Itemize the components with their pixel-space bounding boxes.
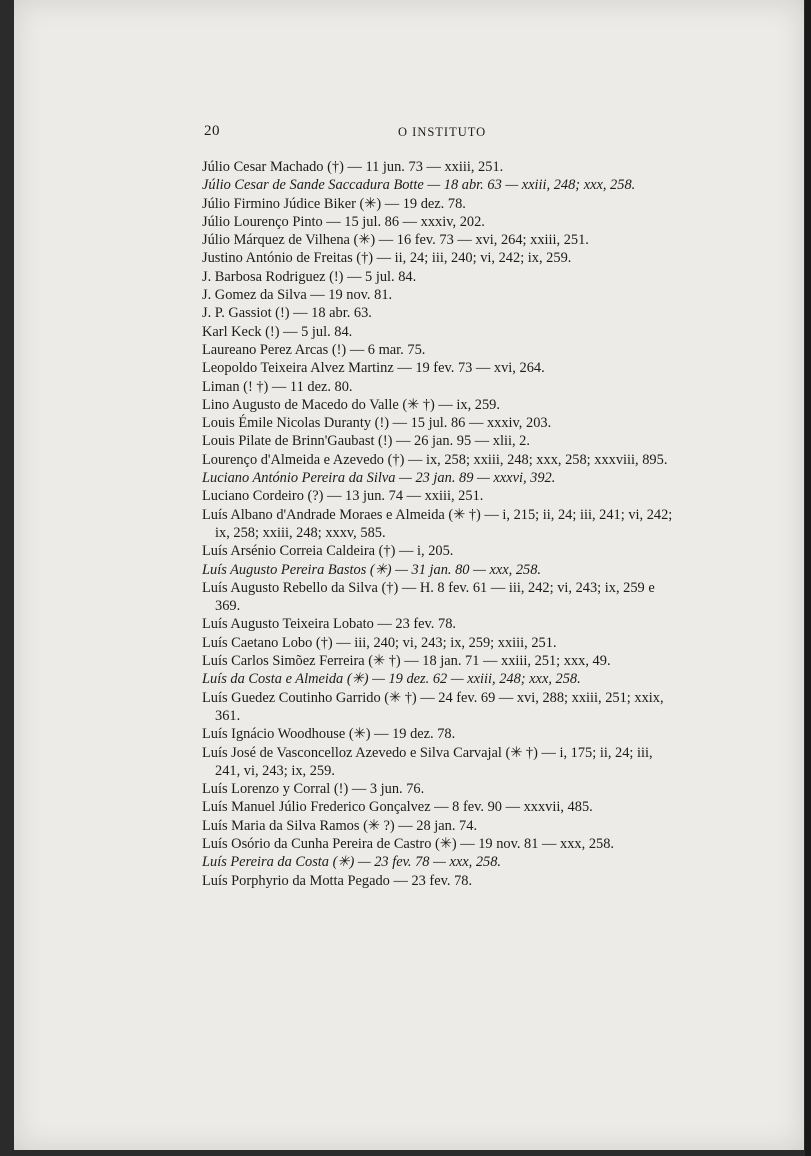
index-entry: J. Barbosa Rodriguez (!) — 5 jul. 84. (202, 268, 417, 285)
index-entry: Luís Pereira da Costa (✳) — 23 fev. 78 — xxx, 258. (202, 854, 502, 871)
index-entry: Júlio Lourenço Pinto — 15 jul. 86 — xxxiv, 202. (202, 213, 485, 230)
index-entry: Luís Maria da Silva Ramos (✳ ?) — 28 jan. 74. (202, 817, 478, 834)
page-number: 20 (204, 123, 220, 139)
index-entry: Lino Augusto de Macedo do Valle (✳ †) — ix, 259. (202, 396, 500, 413)
index-entry: Luciano António Pereira da Silva — 23 jan. 89 — xxxvi, 392. (202, 470, 556, 487)
index-entry: Luís Augusto Pereira Bastos (✳) — 31 jan. 80 — xxx, 258. (202, 561, 542, 578)
index-entry: Júlio Cesar de Sande Saccadura Botte — 18 abr. 63 — xxiii, 248; xxx, 258. (202, 177, 636, 194)
index-entry: Luís Ignácio Woodhouse (✳) — 19 dez. 78. (202, 726, 456, 743)
index-entry: Júlio Cesar Machado (†) — 11 jun. 73 — xxiii, 251. (202, 159, 504, 175)
book-spine-edge (805, 0, 811, 1156)
index-entry: Luís Osório da Cunha Pereira de Castro (✳) — 19 nov. 81 — xxx, 258. (202, 835, 615, 852)
index-entry: Karl Keck (!) — 5 jul. 84. (202, 323, 353, 340)
book-page (14, 0, 804, 1150)
index-entry: Luís Porphyrio da Motta Pegado — 23 fev. 78. (202, 872, 473, 889)
index-entry: Luís José de Vasconcelloz Azevedo e Silva Carvajal (✳ †) — i, 175; ii, 24; iii, 241, vi, 243; ix, 259. (202, 744, 653, 779)
index-entry: Justino António de Freitas (†) — ii, 24; iii, 240; vi, 242; ix, 259. (202, 250, 572, 267)
index-entry: Luís Augusto Teixeira Lobato — 23 fev. 78. (202, 616, 456, 633)
index-entry: Louis Émile Nicolas Duranty (!) — 15 jul. 86 — xxxiv, 203. (202, 415, 552, 432)
index-entry-list (202, 158, 680, 890)
index-entry: J. P. Gassiot (!) — 18 abr. 63. (202, 305, 372, 322)
index-entry: Luís Carlos Simõez Ferreira (✳ †) — 18 jan. 71 — xxiii, 251; xxx, 49. (202, 653, 611, 670)
index-entry: J. Gomez da Silva — 19 nov. 81. (202, 287, 393, 304)
index-entry: Júlio Márquez de Vilhena (✳) — 16 fev. 73 — xvi, 264; xxiii, 251. (202, 232, 589, 249)
running-title: O INSTITUTO (398, 125, 487, 139)
index-entry: Luís Caetano Lobo (†) — iii, 240; vi, 243; ix, 259; xxiii, 251. (202, 634, 557, 651)
index-entry: Luís da Costa e Almeida (✳) — 19 dez. 62 — xxiii, 248; xxx, 258. (202, 671, 581, 688)
index-entry: Luís Guedez Coutinho Garrido (✳ †) — 24 fev. 69 — xvi, 288; xxiii, 251; xxix, 361. (202, 689, 664, 724)
index-entry: Luciano Cordeiro (?) — 13 jun. 74 — xxiii, 251. (202, 488, 484, 505)
index-entry: Laureano Perez Arcas (!) — 6 mar. 75. (202, 341, 426, 358)
index-entry: Luís Albano d'Andrade Moraes e Almeida (✳ †) — i, 215; ii, 24; iii, 241; vi, 242; ix, 258; xxiii, 248; xxxv, 585. (202, 506, 673, 541)
index-entry: Lourenço d'Almeida e Azevedo (†) — ix, 258; xxiii, 248; xxx, 258; xxxviii, 895. (202, 451, 668, 468)
index-entry: Luís Lorenzo y Corral (!) — 3 jun. 76. (202, 781, 425, 798)
index-entry: Louis Pilate de Brinn'Gaubast (!) — 26 jan. 95 — xlii, 2. (202, 433, 530, 450)
index-entry: Luís Arsénio Correia Caldeira (†) — i, 205. (202, 543, 454, 560)
index-entry: Júlio Firmino Júdice Biker (✳) — 19 dez. 78. (202, 195, 466, 212)
index-entry: Luís Augusto Rebello da Silva (†) — H. 8 fev. 61 — iii, 242; vi, 243; ix, 259 e 369. (202, 579, 655, 615)
index-entry: Leopoldo Teixeira Alvez Martinz — 19 fev. 73 — xvi, 264. (202, 360, 545, 377)
index-entry: Luís Manuel Júlio Frederico Gonçalvez — 8 fev. 90 — xxxvii, 485. (202, 799, 593, 816)
index-entry: Liman (! †) — 11 dez. 80. (202, 378, 353, 395)
